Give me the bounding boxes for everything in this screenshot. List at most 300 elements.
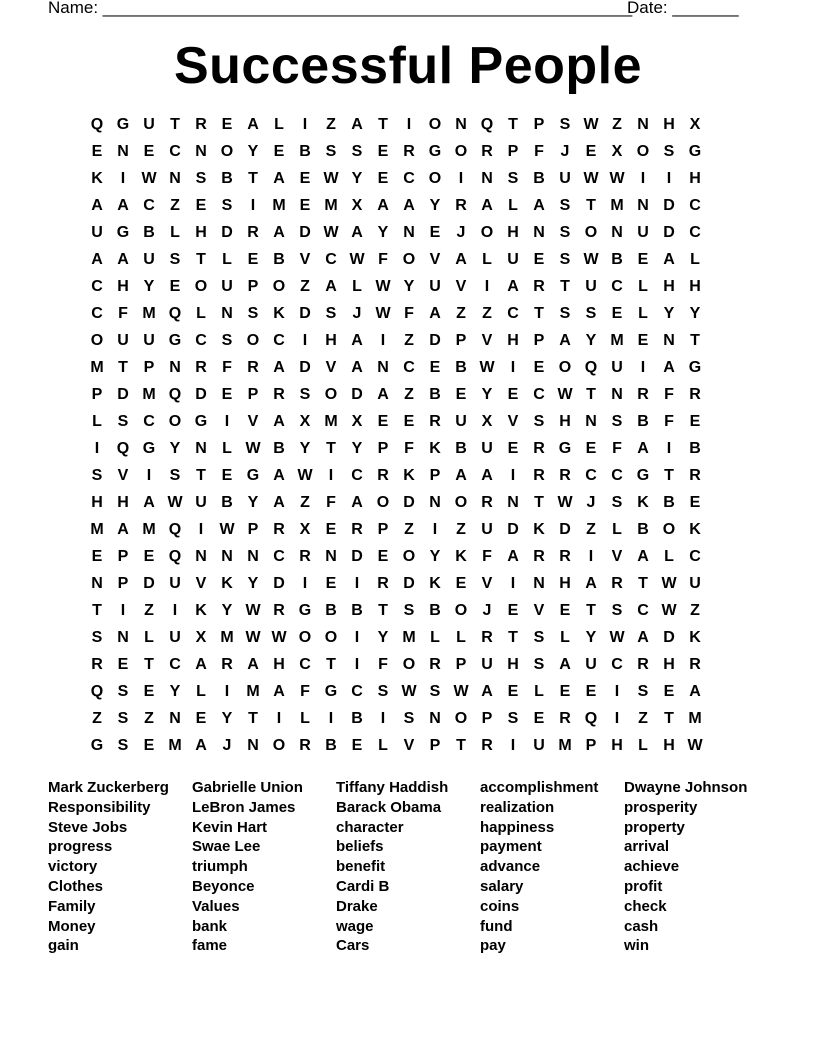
- grid-cell: C: [533, 386, 545, 403]
- word-list-column: [480, 778, 624, 956]
- grid-cell: T: [456, 737, 466, 754]
- grid-cell: S: [325, 305, 337, 322]
- grid-cell: Y: [481, 386, 493, 403]
- grid-cell: A: [273, 467, 285, 484]
- grid-cell: C: [403, 359, 415, 376]
- grid-cell: A: [455, 251, 467, 268]
- word-list-item: beliefs: [336, 838, 384, 856]
- grid-cell: D: [559, 521, 571, 538]
- grid-cell: K: [195, 602, 207, 619]
- grid-cell: Y: [247, 143, 259, 160]
- grid-cell: G: [116, 116, 130, 133]
- grid-cell: Z: [482, 305, 492, 322]
- grid-cell: L: [456, 629, 466, 646]
- grid-cell: F: [404, 305, 414, 322]
- grid-cell: L: [560, 629, 570, 646]
- grid-cell: P: [481, 710, 493, 727]
- grid-cell: E: [585, 440, 597, 457]
- grid-cell: M: [90, 359, 104, 376]
- grid-cell: E: [143, 143, 155, 160]
- grid-cell: S: [533, 656, 545, 673]
- grid-cell: R: [377, 575, 389, 592]
- grid-cell: W: [609, 629, 625, 646]
- grid-cell: R: [689, 386, 701, 403]
- grid-cell: U: [429, 278, 441, 295]
- grid-cell: D: [403, 575, 415, 592]
- grid-cell: T: [196, 251, 206, 268]
- word-list-item: character: [336, 818, 404, 836]
- grid-cell: S: [559, 251, 571, 268]
- grid-cell: A: [195, 737, 207, 754]
- grid-cell: B: [429, 602, 441, 619]
- grid-cell: N: [611, 224, 623, 241]
- grid-cell: D: [403, 494, 415, 511]
- grid-cell: R: [533, 467, 545, 484]
- grid-cell: C: [585, 467, 597, 484]
- grid-cell: M: [90, 521, 104, 538]
- grid-cell: N: [585, 413, 597, 430]
- grid-cell: N: [169, 710, 181, 727]
- grid-cell: T: [586, 386, 596, 403]
- grid-cell: R: [299, 548, 311, 565]
- grid-cell: X: [299, 413, 311, 430]
- grid-cell: K: [689, 629, 701, 646]
- grid-cell: A: [195, 656, 207, 673]
- grid-cell: E: [507, 386, 519, 403]
- grid-cell: Z: [404, 521, 414, 538]
- word-list-item: payment: [480, 838, 542, 856]
- grid-cell: O: [376, 494, 390, 511]
- grid-cell: N: [247, 548, 259, 565]
- grid-cell: U: [637, 224, 649, 241]
- grid-cell: E: [637, 251, 649, 268]
- grid-cell: W: [479, 359, 495, 376]
- grid-cell: B: [533, 170, 545, 187]
- grid-cell: U: [689, 575, 701, 592]
- grid-cell: E: [533, 359, 545, 376]
- grid-cell: L: [274, 116, 284, 133]
- word-list-item: coins: [480, 897, 520, 915]
- grid-cell: C: [507, 305, 519, 322]
- grid-cell: S: [351, 143, 363, 160]
- grid-cell: A: [273, 224, 285, 241]
- grid-cell: M: [142, 386, 156, 403]
- grid-cell: O: [272, 278, 286, 295]
- grid-cell: M: [558, 737, 572, 754]
- grid-cell: A: [663, 251, 675, 268]
- grid-cell: L: [196, 683, 206, 700]
- grid-cell: E: [377, 143, 389, 160]
- grid-cell: E: [689, 494, 701, 511]
- word-list-item: triumph: [192, 858, 248, 876]
- grid-cell: A: [91, 197, 103, 214]
- word-list-item: Values: [192, 897, 240, 915]
- grid-cell: R: [273, 521, 285, 538]
- grid-cell: L: [92, 413, 102, 430]
- grid-cell: M: [324, 413, 338, 430]
- grid-cell: M: [610, 197, 624, 214]
- grid-cell: W: [349, 251, 365, 268]
- word-list-item: Barack Obama: [336, 798, 442, 816]
- grid-cell: I: [510, 737, 516, 754]
- word-list-item: check: [624, 897, 667, 915]
- grid-cell: Q: [116, 440, 130, 457]
- grid-cell: E: [533, 251, 545, 268]
- grid-cell: D: [663, 197, 675, 214]
- grid-cell: N: [507, 494, 519, 511]
- grid-cell: G: [688, 359, 702, 376]
- grid-cell: A: [351, 494, 363, 511]
- grid-cell: K: [689, 521, 701, 538]
- grid-cell: G: [688, 143, 702, 160]
- grid-cell: W: [401, 683, 417, 700]
- word-list-item: Beyonce: [192, 877, 255, 895]
- grid-cell: X: [351, 197, 363, 214]
- grid-cell: X: [689, 116, 701, 133]
- grid-cell: G: [298, 602, 312, 619]
- grid-cell: R: [637, 656, 649, 673]
- grid-cell: S: [117, 737, 129, 754]
- grid-cell: Q: [584, 359, 598, 376]
- grid-cell: E: [637, 332, 649, 349]
- grid-cell: K: [91, 170, 103, 187]
- grid-cell: E: [455, 386, 467, 403]
- name-field-label: Name: ________________________________________________________: [48, 0, 633, 17]
- grid-cell: L: [534, 683, 544, 700]
- word-list-item: happiness: [480, 818, 555, 836]
- grid-cell: A: [559, 656, 571, 673]
- grid-cell: C: [403, 170, 415, 187]
- grid-cell: W: [141, 170, 157, 187]
- grid-cell: A: [585, 575, 597, 592]
- grid-cell: V: [455, 278, 467, 295]
- grid-cell: S: [533, 413, 545, 430]
- grid-cell: Z: [144, 602, 154, 619]
- grid-cell: Y: [585, 332, 597, 349]
- grid-cell: I: [640, 170, 646, 187]
- grid-cell: A: [481, 683, 493, 700]
- grid-cell: O: [402, 251, 416, 268]
- grid-cell: A: [507, 278, 519, 295]
- word-list-item: gain: [48, 937, 79, 955]
- grid-cell: R: [481, 629, 493, 646]
- grid-cell: V: [325, 359, 337, 376]
- grid-cell: N: [195, 440, 207, 457]
- grid-cell: J: [482, 602, 492, 619]
- grid-cell: T: [170, 116, 180, 133]
- grid-cell: L: [144, 629, 154, 646]
- grid-cell: U: [117, 332, 129, 349]
- word-list-item: victory: [48, 858, 98, 876]
- grid-cell: F: [326, 494, 336, 511]
- grid-cell: E: [507, 602, 519, 619]
- grid-cell: G: [142, 440, 156, 457]
- grid-cell: U: [533, 737, 545, 754]
- grid-cell: Y: [247, 575, 259, 592]
- grid-cell: H: [273, 656, 285, 673]
- header: [48, 0, 748, 21]
- grid-cell: A: [351, 116, 363, 133]
- grid-cell: P: [377, 521, 389, 538]
- grid-cell: C: [689, 224, 701, 241]
- grid-cell: L: [196, 305, 206, 322]
- grid-cell: A: [273, 413, 285, 430]
- grid-cell: Y: [689, 305, 701, 322]
- grid-cell: A: [117, 197, 129, 214]
- grid-cell: P: [247, 278, 259, 295]
- grid-cell: P: [533, 332, 545, 349]
- grid-cell: Z: [326, 116, 336, 133]
- word-list-item: Dwayne Johnson: [624, 779, 748, 796]
- grid-cell: N: [117, 143, 129, 160]
- grid-cell: Y: [169, 440, 181, 457]
- grid-cell: A: [507, 548, 519, 565]
- grid-cell: P: [247, 386, 259, 403]
- grid-cell: T: [586, 602, 596, 619]
- grid-cell: E: [195, 197, 207, 214]
- grid-cell: E: [143, 737, 155, 754]
- grid-cell: S: [559, 116, 571, 133]
- grid-cell: S: [195, 170, 207, 187]
- grid-cell: T: [560, 278, 570, 295]
- grid-cell: G: [116, 224, 130, 241]
- grid-cell: L: [638, 278, 648, 295]
- grid-cell: B: [611, 251, 623, 268]
- grid-cell: I: [484, 278, 490, 295]
- grid-cell: W: [245, 629, 261, 646]
- grid-cell: F: [378, 251, 388, 268]
- grid-cell: T: [378, 116, 388, 133]
- grid-cell: Z: [638, 710, 648, 727]
- grid-cell: W: [583, 170, 599, 187]
- grid-cell: L: [222, 251, 232, 268]
- grid-cell: H: [507, 224, 519, 241]
- grid-cell: S: [221, 197, 233, 214]
- grid-cell: C: [325, 251, 337, 268]
- grid-cell: M: [610, 332, 624, 349]
- grid-cell: Q: [168, 521, 182, 538]
- grid-cell: R: [689, 467, 701, 484]
- grid-cell: F: [482, 548, 492, 565]
- grid-cell: I: [250, 197, 256, 214]
- grid-cell: Y: [377, 629, 389, 646]
- grid-cell: K: [455, 548, 467, 565]
- grid-cell: O: [272, 737, 286, 754]
- grid-cell: V: [611, 548, 623, 565]
- grid-cell: W: [687, 737, 703, 754]
- grid-cell: I: [614, 710, 620, 727]
- grid-cell: L: [508, 197, 518, 214]
- grid-cell: H: [689, 278, 701, 295]
- word-list-item: Tiffany Haddish: [336, 779, 449, 796]
- grid-cell: T: [378, 602, 388, 619]
- grid-cell: V: [481, 575, 493, 592]
- grid-cell: C: [195, 332, 207, 349]
- grid-cell: B: [637, 413, 649, 430]
- grid-cell: Q: [480, 116, 494, 133]
- word-list-item: salary: [480, 877, 524, 895]
- grid-cell: X: [481, 413, 493, 430]
- grid-cell: Z: [690, 602, 700, 619]
- grid-cell: I: [302, 575, 308, 592]
- grid-cell: Q: [168, 386, 182, 403]
- grid-cell: M: [246, 683, 260, 700]
- grid-cell: T: [534, 305, 544, 322]
- grid-cell: R: [247, 359, 259, 376]
- grid-cell: B: [221, 170, 233, 187]
- grid-cell: Z: [586, 521, 596, 538]
- grid-cell: V: [533, 602, 545, 619]
- grid-cell: M: [402, 629, 416, 646]
- grid-cell: W: [557, 494, 573, 511]
- grid-cell: C: [91, 278, 103, 295]
- word-list-item: benefit: [336, 858, 386, 876]
- grid-cell: F: [612, 440, 622, 457]
- grid-cell: Y: [221, 710, 233, 727]
- grid-cell: P: [507, 143, 519, 160]
- grid-cell: K: [403, 467, 415, 484]
- grid-cell: H: [507, 656, 519, 673]
- grid-cell: W: [219, 521, 235, 538]
- grid-cell: W: [583, 116, 599, 133]
- grid-cell: A: [377, 197, 389, 214]
- grid-cell: U: [481, 521, 493, 538]
- grid-cell: T: [638, 575, 648, 592]
- grid-cell: B: [455, 440, 467, 457]
- grid-cell: V: [429, 251, 441, 268]
- grid-cell: P: [377, 440, 389, 457]
- grid-cell: R: [403, 143, 415, 160]
- grid-cell: D: [351, 386, 363, 403]
- grid-cell: I: [354, 629, 360, 646]
- grid-cell: R: [637, 386, 649, 403]
- grid-cell: J: [222, 737, 232, 754]
- grid-cell: G: [636, 467, 650, 484]
- grid-cell: T: [196, 467, 206, 484]
- page-title: Successful People: [173, 37, 643, 95]
- grid-cell: V: [507, 413, 519, 430]
- grid-cell: I: [120, 170, 126, 187]
- grid-cell: P: [91, 386, 103, 403]
- grid-cell: O: [428, 170, 442, 187]
- grid-cell: I: [510, 575, 516, 592]
- word-list-item: fame: [192, 937, 228, 955]
- grid-cell: C: [611, 656, 623, 673]
- grid-cell: A: [455, 467, 467, 484]
- grid-cell: K: [637, 494, 649, 511]
- grid-cell: S: [403, 602, 415, 619]
- grid-cell: R: [559, 710, 571, 727]
- grid-cell: N: [429, 494, 441, 511]
- grid-cell: A: [351, 359, 363, 376]
- grid-cell: C: [351, 683, 363, 700]
- grid-cell: L: [170, 224, 180, 241]
- grid-cell: O: [454, 710, 468, 727]
- grid-cell: A: [273, 170, 285, 187]
- grid-cell: L: [300, 710, 310, 727]
- grid-cell: J: [560, 143, 570, 160]
- grid-cell: G: [168, 332, 182, 349]
- grid-cell: E: [143, 683, 155, 700]
- grid-cell: C: [143, 413, 155, 430]
- word-list-item: Responsibility: [48, 798, 151, 816]
- grid-cell: E: [689, 413, 701, 430]
- grid-cell: F: [378, 656, 388, 673]
- grid-cell: O: [454, 143, 468, 160]
- letter-grid: [84, 111, 708, 759]
- grid-cell: P: [455, 332, 467, 349]
- grid-cell: U: [481, 656, 493, 673]
- grid-cell: U: [481, 440, 493, 457]
- grid-cell: C: [689, 548, 701, 565]
- grid-cell: E: [273, 143, 285, 160]
- grid-cell: U: [91, 224, 103, 241]
- grid-cell: H: [611, 737, 623, 754]
- word-list-item: progress: [48, 838, 113, 856]
- word-list-item: arrival: [624, 838, 670, 856]
- grid-cell: G: [428, 143, 442, 160]
- grid-cell: W: [661, 602, 677, 619]
- grid-cell: R: [91, 656, 103, 673]
- grid-cell: E: [585, 143, 597, 160]
- grid-cell: Z: [404, 386, 414, 403]
- grid-cell: X: [195, 629, 207, 646]
- grid-cell: E: [143, 548, 155, 565]
- grid-cell: A: [273, 683, 285, 700]
- grid-cell: A: [117, 251, 129, 268]
- grid-cell: H: [195, 224, 207, 241]
- grid-cell: C: [611, 278, 623, 295]
- grid-cell: K: [273, 305, 285, 322]
- grid-cell: I: [666, 440, 672, 457]
- grid-cell: P: [117, 548, 129, 565]
- grid-cell: O: [324, 629, 338, 646]
- grid-cell: H: [559, 413, 571, 430]
- grid-cell: D: [429, 332, 441, 349]
- grid-cell: F: [664, 386, 674, 403]
- grid-cell: Z: [456, 305, 466, 322]
- grid-cell: X: [611, 143, 623, 160]
- grid-cell: W: [323, 224, 339, 241]
- grid-cell: S: [611, 602, 623, 619]
- grid-cell: T: [248, 170, 258, 187]
- grid-cell: T: [118, 359, 128, 376]
- grid-cell: Y: [377, 224, 389, 241]
- grid-cell: C: [689, 197, 701, 214]
- word-list-column: [48, 778, 192, 956]
- grid-cell: T: [248, 710, 258, 727]
- word-list-item: fund: [480, 917, 513, 935]
- grid-cell: C: [299, 656, 311, 673]
- grid-cell: S: [637, 683, 649, 700]
- grid-cell: E: [403, 413, 415, 430]
- word-list-item: profit: [624, 877, 663, 895]
- grid-cell: R: [689, 656, 701, 673]
- grid-cell: L: [638, 305, 648, 322]
- grid-cell: E: [533, 710, 545, 727]
- grid-cell: T: [92, 602, 102, 619]
- grid-cell: I: [198, 521, 204, 538]
- grid-cell: U: [169, 575, 181, 592]
- grid-cell: T: [326, 656, 336, 673]
- grid-cell: O: [90, 332, 104, 349]
- grid-cell: O: [220, 143, 234, 160]
- grid-cell: R: [611, 575, 623, 592]
- grid-cell: T: [664, 710, 674, 727]
- grid-cell: E: [611, 305, 623, 322]
- grid-cell: N: [221, 305, 233, 322]
- grid-cell: Y: [247, 494, 259, 511]
